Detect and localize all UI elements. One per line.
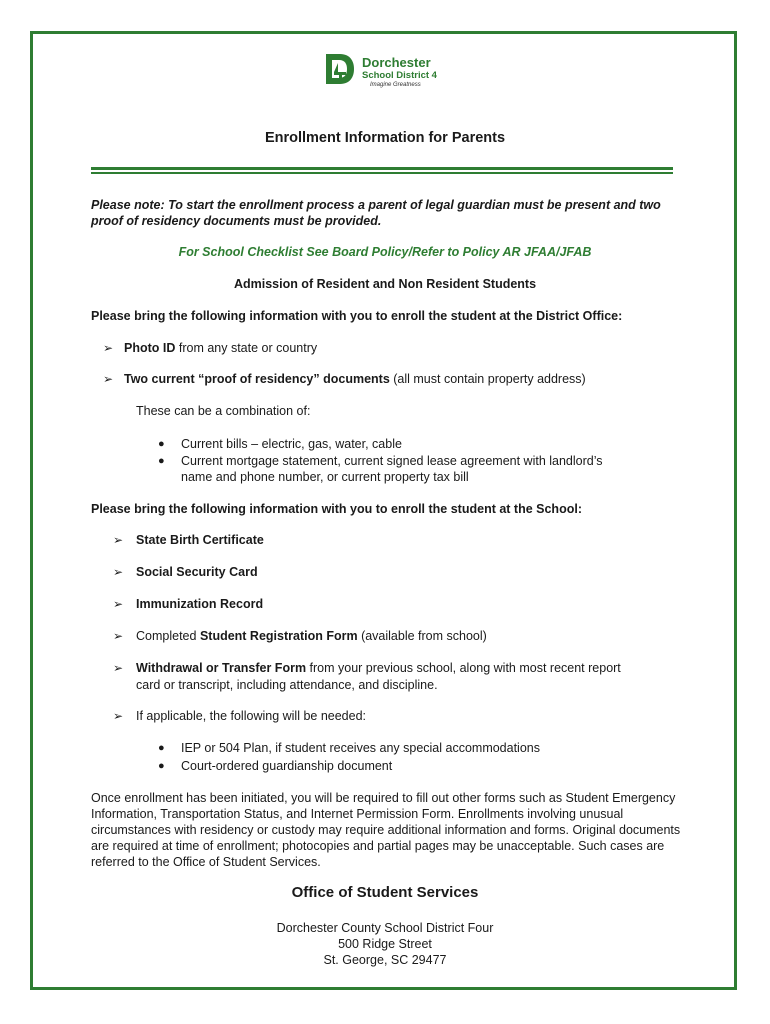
applicable-item: Court-ordered guardianship document bbox=[181, 759, 393, 773]
title-divider bbox=[91, 167, 673, 170]
withdrawal-text: from your previous school, along with most recent report bbox=[306, 661, 621, 675]
school-item-immunization: Immunization Record bbox=[136, 597, 264, 611]
closing-paragraph: Once enrollment has been initiated, you will be required to fill out other forms such as Student Emergency Information, Transportation Status, and Internet Permission Form. Enrollments involving unusual circumstances with residency or custody may require additional information and forms. Original documents are required at time of enrollment; photocopies and partial pages may be unacceptable. Such cases are referred to the Office of Student Services. bbox=[91, 791, 681, 869]
page-title: Enrollment Information for Parents bbox=[264, 130, 506, 146]
registration-form-name: Student Registration Form bbox=[199, 629, 358, 643]
district-item-bold: Two current “proof of residency” documents bbox=[124, 372, 390, 386]
district-item bbox=[124, 371, 586, 387]
school-item-withdrawal bbox=[136, 660, 621, 676]
registration-prefix: Completed bbox=[136, 629, 200, 643]
school-item-social-security: Social Security Card bbox=[136, 565, 258, 579]
arrow-bullet-icon: ➢ bbox=[113, 709, 124, 723]
policy-reference: For School Checklist See Board Policy/Refer to Policy AR JFAA/JFAB bbox=[178, 245, 592, 259]
registration-suffix: (available from school) bbox=[357, 629, 487, 643]
district-office-heading: Please bring the following information with you to enroll the student at the District Office: bbox=[91, 309, 623, 323]
applicable-item: IEP or 504 Plan, if student receives any special accommodations bbox=[181, 741, 540, 755]
office-address-line: Dorchester County School District Four bbox=[276, 921, 494, 935]
combination-intro: These can be a combination of: bbox=[136, 404, 311, 418]
school-item-withdrawal-continued: card or transcript, including attendance, and discipline. bbox=[136, 678, 438, 692]
office-title: Office of Student Services bbox=[291, 884, 479, 901]
arrow-bullet-icon: ➢ bbox=[113, 661, 124, 675]
school-heading: Please bring the following information with you to enroll the student at the School: bbox=[91, 502, 582, 516]
arrow-bullet-icon: ➢ bbox=[113, 597, 124, 611]
withdrawal-form-name: Withdrawal or Transfer Form bbox=[136, 661, 307, 675]
logo-tagline: Imagine Greatness bbox=[370, 82, 421, 88]
district-item-text: (all must contain property address) bbox=[389, 372, 586, 386]
enrollment-note: Please note: To start the enrollment process a parent of legal guardian must be present and two proof of residency documents must be provided. bbox=[91, 198, 661, 228]
logo-subtitle: School District 4 bbox=[362, 70, 437, 81]
combination-item: Current mortgage statement, current signed lease agreement with landlord’s bbox=[181, 454, 603, 468]
bullet-icon: ● bbox=[158, 438, 165, 450]
combination-item-continued: name and phone number, or current property tax bill bbox=[181, 470, 469, 484]
arrow-bullet-icon: ➢ bbox=[113, 629, 124, 643]
office-address-line: 500 Ridge Street bbox=[338, 937, 432, 951]
bullet-icon: ● bbox=[158, 455, 165, 467]
logo-name: Dorchester bbox=[362, 55, 431, 70]
arrow-bullet-icon: ➢ bbox=[113, 533, 124, 547]
district-item bbox=[124, 340, 317, 356]
district-logo bbox=[324, 50, 454, 92]
bullet-icon: ● bbox=[158, 742, 165, 754]
district-logo-icon bbox=[324, 52, 356, 86]
school-item-registration bbox=[136, 628, 487, 644]
arrow-bullet-icon: ➢ bbox=[103, 341, 114, 355]
bullet-icon: ● bbox=[158, 760, 165, 772]
admission-heading: Admission of Resident and Non Resident Students bbox=[233, 277, 537, 291]
school-item-applicable: If applicable, the following will be needed: bbox=[136, 709, 367, 723]
school-item-birth-certificate: State Birth Certificate bbox=[136, 533, 264, 547]
office-address-line: St. George, SC 29477 bbox=[323, 953, 447, 967]
arrow-bullet-icon: ➢ bbox=[113, 565, 124, 579]
combination-item: Current bills – electric, gas, water, cable bbox=[181, 437, 402, 451]
district-item-text: from any state or country bbox=[175, 341, 318, 355]
title-divider-secondary bbox=[91, 172, 673, 174]
district-item-bold: Photo ID bbox=[124, 341, 176, 355]
arrow-bullet-icon: ➢ bbox=[103, 372, 114, 386]
